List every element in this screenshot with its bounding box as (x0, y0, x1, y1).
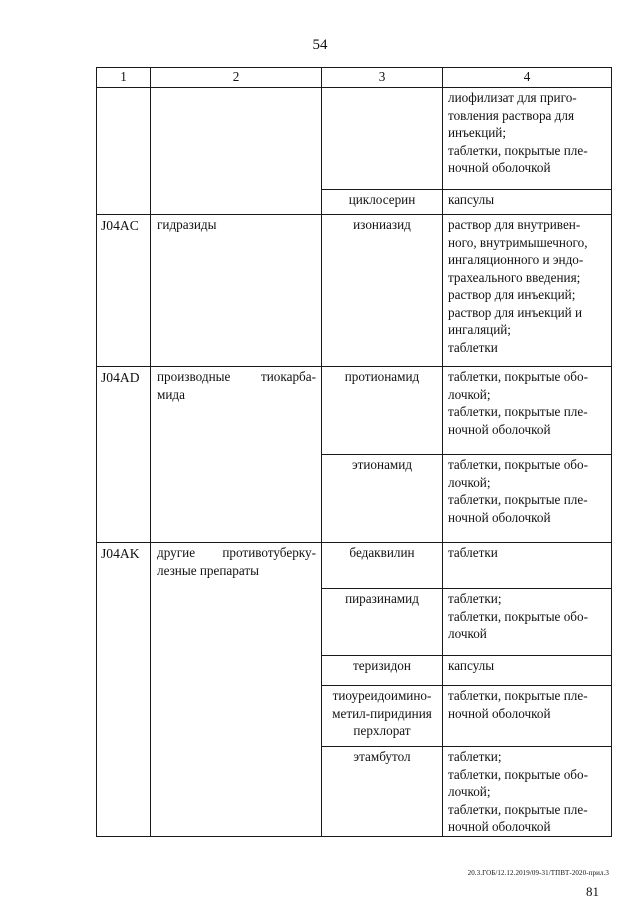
table-row (97, 88, 612, 190)
dosage-form-line: инъекций; (448, 125, 507, 140)
substance-cell: изониазид (322, 215, 443, 367)
dosage-form-line: ингаляционного и эндо- (448, 252, 584, 267)
header-col-1: 1 (97, 68, 151, 88)
dosage-form-line: лочкой (448, 626, 487, 641)
dosage-form-line: капсулы (448, 658, 495, 673)
dosage-form-line: ночной оболочкой (448, 509, 551, 525)
dosage-form-line: капсулы (448, 192, 495, 207)
footer-document-code: 20.3.ГОБ/12.12.2019/09-31/ТПВТ-2020-прил.3 (467, 869, 609, 877)
substance-cell: тиоуреидоимино-метил-пиридиния перхлорат (322, 686, 443, 747)
dosage-form-line: лочкой; (448, 386, 491, 402)
dosage-form-line: таблетки, покрытые пле- (448, 404, 588, 419)
dosage-forms-cell (443, 190, 612, 215)
table-body (97, 88, 612, 837)
dosage-forms-cell (443, 215, 612, 367)
dosage-form-line: ночной оболочкой (448, 160, 551, 175)
header-col-4: 4 (443, 68, 612, 88)
dosage-forms-cell (443, 88, 612, 190)
substance-cell: циклосерин (322, 190, 443, 215)
dosage-forms-cell (443, 367, 612, 455)
substance-cell: протионамид (322, 367, 443, 455)
dosage-form-line: трахеального введения; (448, 269, 581, 285)
table-row (97, 543, 612, 589)
dosage-form-line: таблетки, покрытые обо- (448, 766, 588, 782)
dosage-form-line: таблетки, покрытые обо- (448, 457, 588, 472)
header-col-2: 2 (151, 68, 322, 88)
substance-cell: этамбутол (322, 747, 443, 837)
dosage-form-line: таблетки, покрытые пле- (448, 492, 588, 507)
dosage-forms-cell (443, 656, 612, 686)
dosage-form-line: таблетки (448, 545, 498, 560)
dosage-form-line: таблетки; (448, 749, 502, 764)
group-name-cell (151, 88, 322, 215)
dosage-form-line: товления раствора для (448, 107, 575, 123)
dosage-form-line: лочкой; (448, 784, 491, 799)
substance-cell: теризидон (322, 656, 443, 686)
substance-cell: пиразинамид (322, 589, 443, 656)
header-col-3: 3 (322, 68, 443, 88)
dosage-forms-cell (443, 455, 612, 543)
dosage-form-line: раствор для инъекций; (448, 287, 576, 302)
dosage-forms-cell (443, 747, 612, 837)
dosage-form-line: ночной оболочкой (448, 421, 551, 437)
dosage-form-line: таблетки, покрытые обо- (448, 608, 588, 624)
dosage-form-line: ночной оболочкой (448, 819, 551, 834)
dosage-form-line: таблетки, покрытые пле- (448, 142, 588, 158)
drug-table (96, 67, 612, 837)
dosage-form-line: ингаляций; (448, 322, 511, 337)
substance-cell: бедаквилин (322, 543, 443, 589)
atc-code-cell: J04AD (97, 367, 151, 543)
dosage-forms-cell (443, 589, 612, 656)
substance-cell (322, 88, 443, 190)
footer-sheet-number: 81 (586, 884, 599, 899)
dosage-forms-cell (443, 543, 612, 589)
dosage-form-line: раствор для инъекций и (448, 304, 583, 320)
atc-code-cell: J04AK (97, 543, 151, 837)
dosage-form-line: ного, внутримышечного, (448, 234, 588, 250)
dosage-form-line: таблетки, покрытые пле- (448, 801, 588, 817)
dosage-forms-cell (443, 686, 612, 747)
group-name-cell: производные тиокарба-мида (151, 367, 322, 543)
page-number: 54 (312, 37, 328, 53)
dosage-form-line: таблетки, покрытые пле- (448, 688, 588, 703)
group-name-cell: гидразиды (151, 215, 322, 367)
atc-code-cell: J04AC (97, 215, 151, 367)
dosage-form-line: ночной оболочкой (448, 705, 551, 721)
substance-cell: этионамид (322, 455, 443, 543)
dosage-form-line: лочкой; (448, 474, 491, 490)
dosage-form-line: таблетки, покрытые обо- (448, 369, 588, 384)
dosage-form-line: лиофилизат для приго- (448, 90, 577, 105)
dosage-form-line: раствор для внутривен- (448, 217, 581, 232)
table-row (97, 367, 612, 455)
group-name-cell: другие противотуберку-лезные препараты (151, 543, 322, 837)
dosage-form-line: таблетки; (448, 591, 502, 606)
atc-code-cell (97, 88, 151, 215)
dosage-form-line: таблетки (448, 339, 498, 355)
table-row (97, 215, 612, 367)
table-header-row (97, 68, 612, 88)
